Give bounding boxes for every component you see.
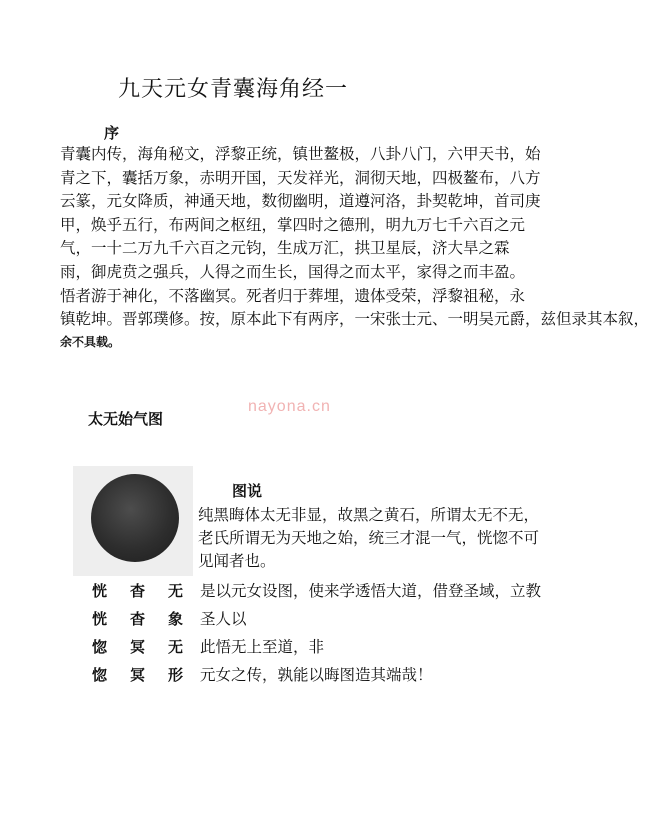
right-text-column — [200, 577, 600, 689]
caption-line: 老氏所谓无为天地之始，统三才混一气，恍惚不可 — [198, 529, 540, 547]
char-row — [92, 577, 212, 605]
caption-line: 见闻者也。 — [198, 552, 276, 570]
char-cell: 冥 — [130, 666, 146, 684]
char-cell: 无 — [168, 582, 184, 600]
char-cell: 形 — [168, 666, 184, 684]
text-line: 元女之传，孰能以晦图造其端哉！ — [200, 666, 433, 684]
preface-text — [60, 143, 649, 352]
char-cell: 惚 — [92, 638, 108, 656]
char-cell: 杳 — [130, 610, 146, 628]
figure-image — [73, 466, 193, 576]
text-line: 此悟无上至道，非 — [200, 638, 325, 656]
text-line: 气，一十二万九千六百之元钧，生成万汇，拱卫星辰，济大旱之霖 — [60, 239, 510, 258]
char-row — [92, 605, 212, 633]
page-title: 九天元女青囊海角经一 — [118, 77, 349, 102]
char-row — [92, 633, 212, 661]
text-line: 青囊内传，海角秘文，浮黎正统，镇世鳌极，八卦八门，六甲天书，始 — [60, 145, 541, 163]
figure-caption — [198, 504, 598, 573]
watermark: nayona.cn — [248, 398, 331, 415]
preface-heading: 序 — [104, 124, 120, 142]
char-cell: 无 — [168, 638, 184, 656]
text-line: 余不具载。 — [60, 334, 121, 349]
char-cell: 杳 — [130, 582, 146, 600]
text-line: 悟者游于神化，不落幽冥。死者归于葬埋，遗体受荣，浮黎祖秘，永 — [60, 286, 526, 305]
char-cell: 恍 — [92, 582, 108, 600]
char-cell: 象 — [168, 610, 184, 628]
text-line: 圣人以 — [200, 610, 247, 628]
char-cell: 冥 — [130, 638, 146, 656]
left-char-column — [92, 577, 212, 689]
figure-title: 太无始气图 — [88, 410, 164, 428]
char-row — [92, 661, 212, 689]
text-line: 镇乾坤。晋郭璞修。按，原本此下有两序，一宋张士元、一明吴元爵，兹但录其本叙， — [60, 310, 649, 329]
text-line: 是以元女设图，使来学透悟大道，借登圣域，立教 — [200, 582, 542, 600]
text-line: 云篆，元女降质，神通天地，数彻幽明，道遵河洛，卦契乾坤，首司庚 — [60, 192, 541, 211]
char-cell: 恍 — [92, 610, 108, 628]
text-line: 青之下，囊括万象，赤明开国，天发祥光，洞彻天地，四极鳌布，八方 — [60, 168, 541, 187]
caption-line: 纯黑晦体太无非显，故黑之黄石，所谓太无不无， — [198, 506, 540, 524]
char-cell: 惚 — [92, 666, 108, 684]
text-line: 甲，焕乎五行，布两间之枢纽，掌四时之德刑，明九万七千六百之元 — [60, 215, 526, 234]
text-line: 雨，御虎贲之强兵，人得之而生长，国得之而太平，家得之而丰盈。 — [60, 262, 526, 281]
black-circle-icon — [91, 474, 179, 562]
figure-caption-heading: 图说 — [232, 482, 263, 500]
